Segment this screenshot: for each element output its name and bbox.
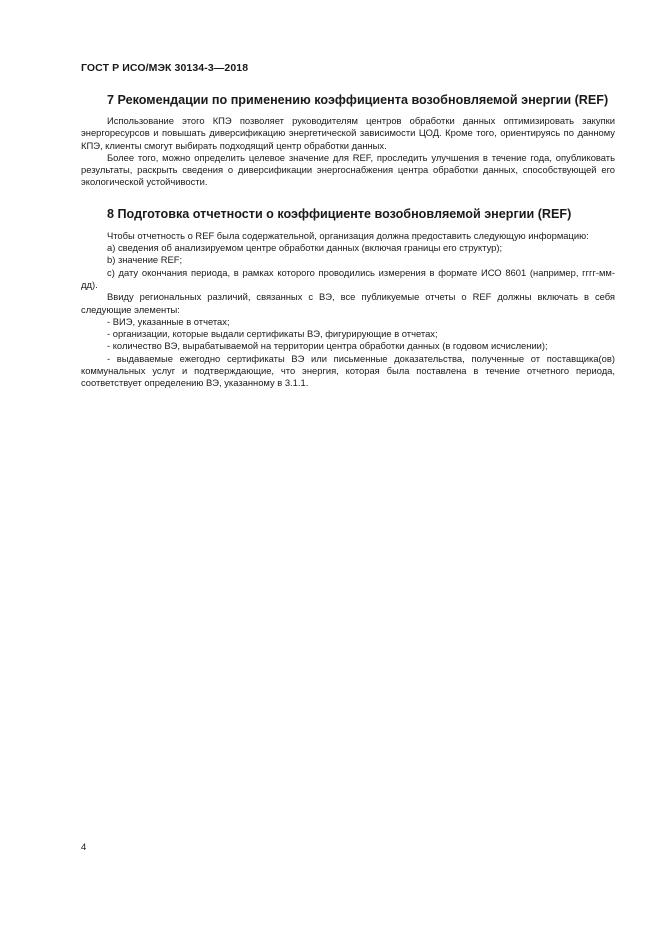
section-8-regional-paragraph: Ввиду региональных различий, связанных с ВЭ, все публикуемые отчеты о REF должны включать в себя следующие элементы: [81,291,615,315]
section-8-intro: Чтобы отчетность о REF была содержательной, организация должна предоставить следующую информацию: [107,229,589,241]
section-8-heading: 8 Подготовка отчетности о коэффициенте возобновляемой энергии (REF) [107,206,572,221]
section-7-paragraph-1: Использование этого КПЭ позволяет руководителям центров обработки данных оптимизировать закупки энергоресурсов и повышать диверсификацию энергетической зависимости ЦОД. Кроме того, ориентируясь по данному КПЭ, клиенты смогут выбирать подходящий центр обработки данных. [81,115,615,151]
dash-item-1: - ВИЭ, указанные в отчетах; [107,315,230,327]
page-number: 4 [81,842,87,853]
dash-item-2: - организации, которые выдали сертификаты ВЭ, фигурирующие в отчетах; [107,328,438,340]
section-7-paragraph-2: Более того, можно определить целевое значение для REF, проследить улучшения в течение года, опубликовать результаты, раскрыть сведения о диверсификации энергоснабжения центра обработки данных, способствующей его экологической устойчивости. [81,151,615,188]
document-code-header: ГОСТ Р ИСО/МЭК 30134-3—2018 [81,62,249,74]
list-item-a: а) сведения об анализируемом центре обработки данных (включая границы его структур); [107,242,503,254]
page-content [81,92,615,390]
dash-item-3: - количество ВЭ, вырабатываемой на территории центра обработки данных (в годовом исчислении); [107,340,548,352]
list-item-b: b) значение REF; [107,254,183,266]
list-item-c: c) дату окончания периода, в рамках которого проводились измерения в формате ИСО 8601 (например, гггг-мм-дд). [81,266,615,290]
section-7-heading: 7 Рекомендации по применению коэффициента возобновляемой энергии (REF) [107,93,609,107]
dash-item-4: - выдаваемые ежегодно сертификаты ВЭ или письменные доказательства, полученные от поставщика(ов) коммунальных услуг и подтверждающие, что энергия, которая была поставлена в течение отчетного периода, соответствует определению ВЭ, указанному в 3.1.1. [81,352,615,389]
